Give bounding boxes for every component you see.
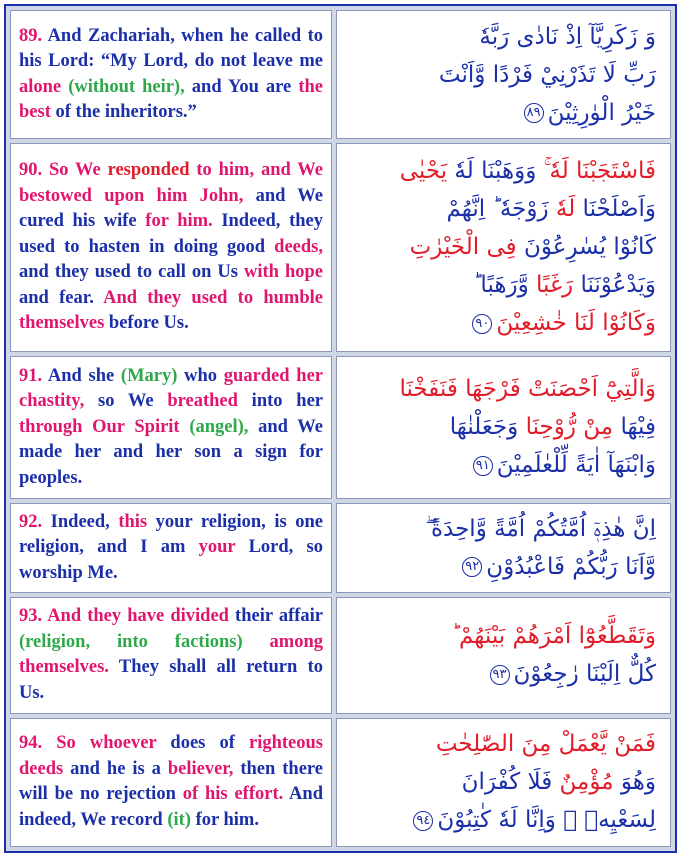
- verse-end-marker: ٩٢: [462, 557, 482, 577]
- arabic-line: [345, 228, 656, 266]
- translation-segment: So: [42, 733, 90, 754]
- translation-segment: And they used to humble themselves: [19, 287, 323, 334]
- arabic-segment: رَبِّ لَا تَذَرْنِيْ فَرْدًا وَّاَنْتَ: [438, 61, 656, 88]
- verse-number: 89.: [19, 25, 43, 46]
- translation-segment: with hope: [244, 262, 323, 283]
- verse-page: [4, 4, 677, 853]
- translation-segment: your: [198, 537, 236, 558]
- arabic-segment: كُلٌّ اِلَيْنَا رٰجِعُوْنَ: [513, 661, 656, 688]
- translation-segment: Indeed,: [42, 511, 119, 532]
- translation-segment: And she: [42, 365, 121, 386]
- arabic-segment: زَوْجَهٗ ؕ اِنَّهُمْ: [446, 196, 556, 223]
- translation-segment: alone: [19, 76, 62, 97]
- arabic-line: [345, 370, 656, 408]
- arabic-segment: اِنَّ هٰذِهٖٓ اُمَّتُكُمْ اُمَّةً وَّاحِدَةً ۖ: [425, 515, 656, 542]
- translation-segment: deeds,: [274, 236, 323, 257]
- translation-segment: and You are: [184, 76, 299, 97]
- translation-segment: (angel),: [179, 416, 249, 437]
- arabic-text: [336, 10, 671, 139]
- translation-segment: And indeed, We record: [19, 784, 323, 830]
- translation-segment: among themselves.: [19, 631, 323, 678]
- arabic-line: [345, 18, 656, 56]
- translation-segment: for him.: [145, 211, 213, 232]
- translation-segment: And Zachariah, when he called to his Lord: “My Lord, do not leave me: [19, 25, 323, 72]
- arabic-line: [345, 655, 656, 693]
- translation-segment: for him.: [190, 809, 259, 830]
- verse-row: [10, 503, 671, 593]
- translation-segment: and We cured his wife: [19, 185, 323, 232]
- translation-segment: then there will be no rejection: [19, 758, 323, 805]
- arabic-segment: وَوَهَبْنَا لَهٗ: [447, 158, 544, 185]
- translation-segment: does of: [156, 733, 249, 754]
- translation-segment: So We: [42, 160, 108, 181]
- translation-segment: (without heir),: [61, 76, 185, 97]
- arabic-segment: فَنَفَخْنَا: [399, 376, 458, 403]
- translation-segment: (religion, into factions): [19, 631, 243, 652]
- translation-segment: the best: [19, 76, 324, 123]
- arabic-line: [345, 446, 656, 484]
- arabic-line: [345, 763, 656, 801]
- translation-segment: whoever: [89, 733, 157, 754]
- verse-row: [10, 356, 671, 499]
- arabic-text: [336, 597, 671, 714]
- arabic-line: [345, 725, 656, 763]
- translation-segment: your religion, is one religion, and I am: [19, 511, 323, 558]
- english-translation: [10, 356, 332, 499]
- translation-segment: bestowed upon him John,: [19, 185, 244, 206]
- arabic-line: [345, 617, 656, 655]
- arabic-segment: وَيَدْعُوْنَنَا: [573, 272, 656, 299]
- translation-segment: so We: [84, 391, 168, 412]
- arabic-line: [345, 304, 656, 342]
- arabic-line: [345, 94, 656, 132]
- arabic-text: [336, 503, 671, 593]
- translation-segment: Indeed, they used to hasten in doing good: [19, 211, 323, 257]
- english-translation: [10, 597, 332, 714]
- translation-segment: who: [177, 365, 224, 386]
- arabic-line: [345, 190, 656, 228]
- verse-number: 90.: [19, 160, 43, 181]
- translation-segment: before Us.: [104, 313, 189, 334]
- arabic-segment: مُؤْمِنٌ: [559, 769, 614, 796]
- translation-segment: and he is a: [63, 758, 168, 779]
- translation-segment: and they used to call on Us: [19, 262, 244, 283]
- verse-end-marker: ٩٤: [413, 811, 433, 831]
- translation-segment: their affair: [228, 606, 323, 627]
- arabic-segment: وَابْنَهَآ اٰيَةً لِّلْعٰلَمِيْنَ: [496, 452, 656, 479]
- translation-segment: of his effort.: [182, 784, 284, 805]
- arabic-segment: كَانُوْا يُسٰرِعُوْنَ: [516, 234, 656, 261]
- arabic-segment: فَلَا كُفْرَانَ: [461, 769, 560, 796]
- arabic-segment: وَّاَنَا رَبُّكُمْ فَاعْبُدُوْنِ: [486, 553, 656, 580]
- arabic-segment: فَاسْتَجَبْنَا لَهٗ ۚ: [543, 158, 656, 185]
- arabic-line: [345, 548, 656, 586]
- translation-segment: into her: [237, 391, 323, 412]
- arabic-segment: لَهٗ: [555, 196, 576, 223]
- arabic-segment: وَ زَكَرِيَّآ اِذْ نَادٰى رَبَّهٗ: [479, 23, 656, 50]
- translation-segment: believer,: [167, 758, 234, 779]
- arabic-segment: فِى الْخَيْرٰتِ: [409, 234, 517, 261]
- arabic-segment: يَحْيٰى: [399, 158, 448, 185]
- verse-number: 92.: [19, 511, 43, 532]
- verse-number: 91.: [19, 365, 43, 386]
- translation-segment: through Our Spirit: [19, 416, 180, 437]
- verse-row: [10, 718, 671, 847]
- english-translation: [10, 718, 332, 847]
- verses-table: [6, 6, 675, 851]
- translation-segment: guarded her chastity,: [19, 365, 324, 412]
- translation-segment: to him, and We: [189, 160, 323, 181]
- verse-number: 93.: [19, 606, 43, 627]
- translation-segment: of the inheritors.”: [50, 102, 197, 123]
- arabic-line: [345, 266, 656, 304]
- translation-segment: breathed: [167, 391, 238, 412]
- arabic-segment: وَجَعَلْنٰهَا: [449, 414, 526, 441]
- arabic-line: [345, 56, 656, 94]
- translation-segment: (it): [167, 809, 191, 830]
- arabic-segment: خَيْرُ الْوٰرِثِيْنَ: [547, 99, 656, 126]
- arabic-segment: وَتَقَطَّعُوْٓا اَمْرَهُمْ بَيْنَهُمْ ؕ: [451, 623, 656, 650]
- arabic-segment: رَغَبًا: [536, 272, 574, 299]
- arabic-line: [345, 510, 656, 548]
- verse-row: [10, 143, 671, 351]
- arabic-segment: مِنْ رُّوْحِنَا: [525, 414, 614, 441]
- verse-number: 94.: [19, 733, 43, 754]
- translation-segment: and fear.: [19, 287, 104, 308]
- arabic-line: [345, 408, 656, 446]
- translation-segment: this: [118, 511, 148, 532]
- translation-segment: They shall all return to Us.: [19, 657, 323, 703]
- verse-end-marker: ٩١: [473, 456, 493, 476]
- english-translation: [10, 143, 332, 351]
- translation-segment: (Mary): [120, 365, 178, 386]
- arabic-text: [336, 356, 671, 499]
- arabic-segment: لِسَعْيِهٖ ۚ وَاِنَّا لَهٗ كٰتِبُوْنَ: [437, 807, 656, 834]
- arabic-segment: وَاَصْلَحْنَا: [575, 196, 656, 223]
- english-translation: [10, 503, 332, 593]
- arabic-segment: فِيْهَا: [613, 414, 656, 441]
- verse-end-marker: ٩٠: [472, 314, 492, 334]
- translation-segment: And they have divided: [42, 606, 229, 627]
- arabic-segment: وَكَانُوْا لَنَا خٰشِعِيْنَ: [496, 310, 656, 337]
- verse-end-marker: ٨٩: [524, 103, 544, 123]
- arabic-line: [345, 801, 656, 839]
- arabic-segment: وَهُوَ: [613, 769, 656, 796]
- translation-segment: and We made her and her son a sign for peoples.: [19, 416, 323, 488]
- arabic-text: [336, 143, 671, 351]
- verse-row: [10, 10, 671, 139]
- translation-segment: Lord, so worship Me.: [19, 537, 323, 583]
- verse-row: [10, 597, 671, 714]
- english-translation: [10, 10, 332, 139]
- translation-segment: righteous deeds: [19, 733, 323, 779]
- arabic-line: [345, 152, 656, 190]
- translation-segment: responded: [107, 160, 190, 181]
- arabic-text: [336, 718, 671, 847]
- arabic-segment: فَمَنْ يَّعْمَلْ مِنَ الصّٰلِحٰتِ: [435, 731, 656, 758]
- arabic-segment: وَّرَهَبًا ؕ: [473, 272, 537, 299]
- arabic-segment: وَالَّتِيْٓ اَحْصَنَتْ فَرْجَهَا: [457, 376, 656, 403]
- verse-end-marker: ٩٣: [490, 665, 510, 685]
